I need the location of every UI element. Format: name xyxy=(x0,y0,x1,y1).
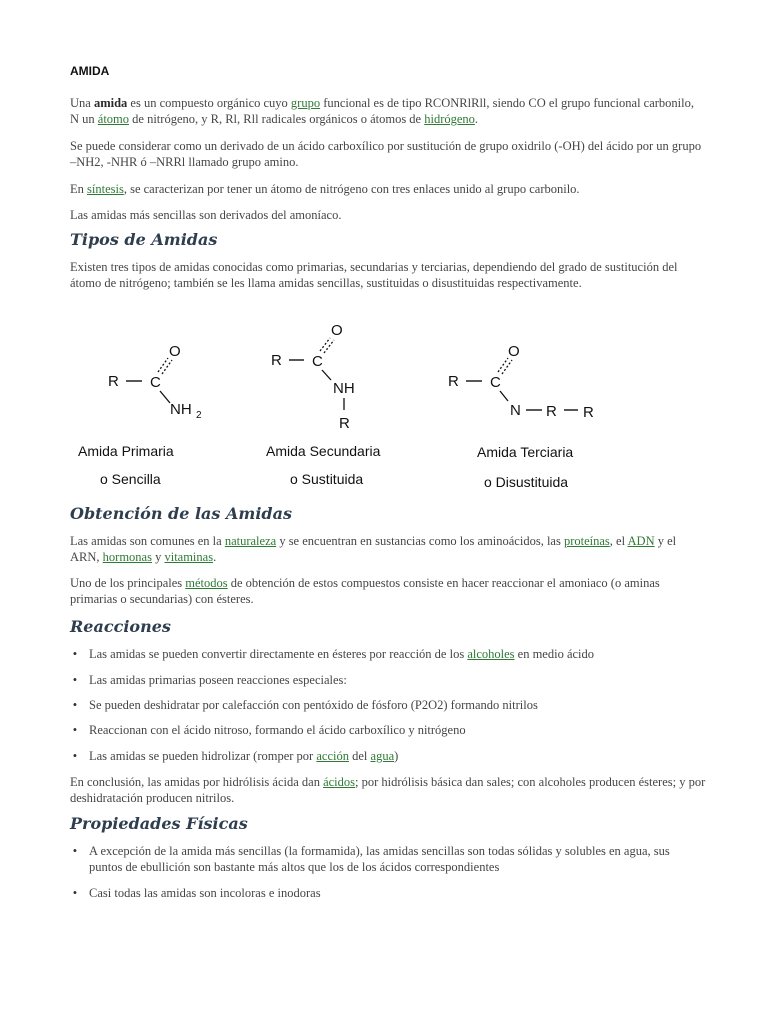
atom-nh: NH xyxy=(170,401,192,418)
text: Las amidas se pueden convertir directamente en ésteres por reacción de los xyxy=(89,647,468,661)
text: ; por hidrólisis básica dan sales; con alcoholes producen ésteres; y por deshidratación producen nitrilos. xyxy=(70,775,706,805)
intro-paragraph-1 xyxy=(70,95,706,127)
list-item xyxy=(70,748,706,764)
atom-r2: R xyxy=(546,403,557,420)
atom-r: R xyxy=(448,373,459,390)
atom-nh: NH xyxy=(333,380,355,397)
list-item xyxy=(70,646,706,662)
label-o-disustituida: o Disustituida xyxy=(484,474,569,490)
label-o-sencilla: o Sencilla xyxy=(100,471,161,487)
link-hidrogeno[interactable]: hidrógeno xyxy=(424,112,475,126)
list-item-text: Reaccionan con el ácido nitroso, formando el ácido carboxílico y nitrógeno xyxy=(89,723,466,737)
text: Las amidas se pueden hidrolizar (romper por xyxy=(89,749,317,763)
text: es un compuesto orgánico cuyo xyxy=(127,96,291,110)
atom-c: C xyxy=(150,374,161,391)
heading-propiedades: Propiedades Físicas xyxy=(70,814,248,833)
bold-term-amida: amida xyxy=(93,96,128,110)
text: . xyxy=(213,550,217,564)
text: , el xyxy=(609,534,628,548)
atom-c: C xyxy=(490,374,501,391)
atom-r3: R xyxy=(583,404,594,421)
text: Las amidas son comunes en la xyxy=(70,534,225,548)
heading-tipos: Tipos de Amidas xyxy=(70,230,218,249)
text: y xyxy=(151,550,165,564)
text: Uno de los principales xyxy=(70,576,186,590)
link-proteinas[interactable]: proteínas xyxy=(563,534,610,548)
bullet: • xyxy=(72,886,78,900)
document-title: AMIDA xyxy=(70,64,110,78)
bond-line xyxy=(322,370,331,380)
list-item-text: Las amidas primarias poseen reacciones especiales: xyxy=(89,673,347,687)
list-item-text xyxy=(89,748,706,764)
tipos-paragraph: Existen tres tipos de amidas conocidas como primarias, secundarias y terciarias, dependiendo del grado de sustitución del átomo de nitrógeno; también se les llama amidas sencillas, sustituidas o disustituidas respectivamente. xyxy=(70,260,678,290)
text: En xyxy=(70,182,88,196)
label-o-sustituida: o Sustituida xyxy=(290,471,364,487)
label-amida-secundaria: Amida Secundaria xyxy=(266,443,381,459)
atom-o: O xyxy=(331,322,343,339)
bullet: • xyxy=(72,673,78,687)
link-atomo[interactable]: átomo xyxy=(97,112,130,126)
link-metodos[interactable]: métodos xyxy=(185,576,228,590)
double-bond-line xyxy=(158,358,168,372)
double-bond-line xyxy=(320,338,330,351)
bond-line xyxy=(500,391,508,401)
text: En conclusión, las amidas por hidrólisis ácida dan xyxy=(70,775,324,789)
atom-o: O xyxy=(508,343,520,360)
atom-n: N xyxy=(510,402,521,419)
double-bond-line xyxy=(324,340,334,353)
link-agua[interactable]: agua xyxy=(370,749,395,763)
text: del xyxy=(348,749,371,763)
intro-paragraph-3 xyxy=(70,181,706,197)
link-grupo[interactable]: grupo xyxy=(290,96,321,110)
list-item xyxy=(70,697,706,713)
intro-paragraph-2: Se puede considerar como un derivado de un ácido carboxílico por sustitución de grupo oxidrilo (-OH) del ácido por un grupo –NH2, -NHR ó –NRRl llamado grupo amino. xyxy=(70,139,702,169)
subscript-2: 2 xyxy=(196,410,202,421)
atom-r: R xyxy=(271,352,282,369)
text: de nitrógeno, y R, Rl, Rll radicales orgánicos o átomos de xyxy=(129,112,425,126)
text: . xyxy=(474,112,479,126)
link-alcoholes[interactable]: alcoholes xyxy=(467,647,515,661)
link-acidos[interactable]: ácidos xyxy=(323,775,356,789)
text: y el ARN, xyxy=(70,534,677,564)
bullet: • xyxy=(72,698,78,712)
bullet: • xyxy=(72,749,78,763)
link-naturaleza[interactable]: naturaleza xyxy=(224,534,277,548)
intro-paragraph-4: Las amidas más sencillas son derivados del amoníaco. xyxy=(70,208,342,222)
list-item xyxy=(70,885,706,901)
list-item xyxy=(70,722,706,738)
double-bond-line xyxy=(502,360,512,374)
text: Una xyxy=(70,96,94,110)
list-item-text: A excepción de la amida más sencillas (la formamida), las amidas sencillas son todas sólidas y solubles en agua, sus puntos de ebullición son bastante más altos que los de los ácidos correspondientes xyxy=(89,844,670,874)
bullet: • xyxy=(72,723,78,737)
list-item-text: Se pueden deshidratar por calefacción con pentóxido de fósforo (P2O2) formando nitrilos xyxy=(89,698,538,712)
amide-structures-figure xyxy=(70,318,710,498)
reacciones-conclusion xyxy=(70,774,706,806)
text: , se caracterizan por tener un átomo de nitrógeno con tres enlaces unido al grupo carbonilo. xyxy=(123,182,580,196)
text: ) xyxy=(394,749,399,763)
link-adn[interactable]: ADN xyxy=(627,534,655,548)
bullet: • xyxy=(72,647,78,661)
bond-line xyxy=(160,391,170,403)
list-item xyxy=(70,843,706,875)
atom-c: C xyxy=(312,353,323,370)
obtencion-paragraph-1 xyxy=(70,533,706,565)
structure-amida-secundaria xyxy=(266,322,381,487)
double-bond-line xyxy=(498,358,508,372)
heading-reacciones: Reacciones xyxy=(70,617,171,636)
atom-o: O xyxy=(169,343,181,360)
label-amida-primaria: Amida Primaria xyxy=(78,443,174,459)
structure-amida-primaria xyxy=(78,343,202,487)
structure-amida-terciaria xyxy=(448,343,594,490)
text: y se encuentran en sustancias como los aminoácidos, las xyxy=(276,534,564,548)
text: funcional es de tipo RCONRlRll, siendo CO el grupo funcional carbonilo, N un xyxy=(70,96,694,126)
heading-obtencion: Obtención de las Amidas xyxy=(70,504,292,523)
link-vitaminas[interactable]: vitaminas xyxy=(164,550,214,564)
list-item-text xyxy=(89,646,706,662)
obtencion-paragraph-2 xyxy=(70,575,706,607)
double-bond-line xyxy=(162,360,172,374)
link-sintesis[interactable]: síntesis xyxy=(87,182,124,196)
bullet: • xyxy=(72,844,78,858)
link-hormonas[interactable]: hormonas xyxy=(102,550,152,564)
text: en medio ácido xyxy=(514,647,595,661)
label-amida-terciaria: Amida Terciaria xyxy=(477,444,574,460)
list-item xyxy=(70,672,706,688)
atom-r2: R xyxy=(339,415,350,432)
link-accion[interactable]: acción xyxy=(316,749,349,763)
list-item-text: Casi todas las amidas son incoloras e inodoras xyxy=(89,886,321,900)
text: de obtención de estos compuestos consiste en hacer reaccionar el amoniaco (o aminas primarias o secundarias) con ésteres. xyxy=(70,576,660,606)
atom-r: R xyxy=(108,373,119,390)
